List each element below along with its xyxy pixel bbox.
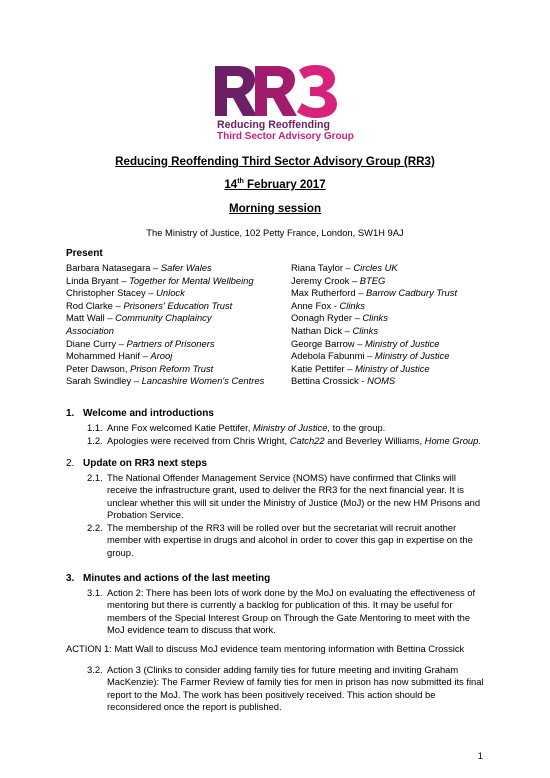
item-2-1: 2.1. The National Offender Management Service (NOMS) have confirmed that Clinks will receive the infrastructure grant, used to deliver the RR3 for the next financial year. It is unclear whether this will sit under the Ministry of Justice (MoJ) or the new HM Prisons and Probation Service. — [87, 472, 481, 521]
attendee: Rod Clarke – Prisoners' Education Trust — [66, 299, 233, 311]
item-1-2: 1.2. Apologies were received from Chris Wright, Catch22 and Beverley Williams, Home Group. — [87, 435, 481, 446]
attendee: Max Rutherford – Barrow Cadbury Trust — [291, 287, 458, 299]
logo-text-line2: Third Sector Advisory Group — [217, 131, 354, 142]
attendee: Anne Fox - Clinks — [291, 299, 365, 311]
attendee: Katie Pettifer – Ministry of Justice — [291, 362, 430, 374]
attendee: Matt Wall – Community Chaplaincy — [66, 312, 212, 324]
attendee: Bettina Crossick - NOMS — [291, 375, 396, 387]
action-1: ACTION 1: Matt Wall to discuss MoJ evidence team mentoring information with Bettina Crossick — [66, 643, 465, 654]
attendee: Adebola Fabunmi – Ministry of Justice — [291, 350, 450, 362]
rr3-logo-mark — [211, 62, 341, 118]
item-2-2: 2.2. The membership of the RR3 will be rolled over but the secretariat will recruit another member with expertise in drugs and alcohol in order to cover this gap in expertise on the group. — [87, 522, 473, 558]
attendee: Nathan Dick – Clinks — [291, 324, 379, 336]
section-1-heading: 1. Welcome and introductions — [66, 408, 214, 419]
section-3-heading: 3. Minutes and actions of the last meeting — [66, 573, 271, 584]
document-title: Reducing Reoffending Third Sector Advisory Group (RR3) — [115, 155, 435, 168]
present-heading: Present — [66, 248, 103, 259]
date-day: 14 — [224, 178, 238, 191]
attendee: Mohammed Hanif – Arooj — [66, 350, 173, 362]
date-suffix: th — [237, 178, 244, 186]
item-3-1: 3.1. Action 2: There has been lots of work done by the MoJ on evaluating the effectiveness of mentoring but there is currently a backlog for publication of this. It may be useful for members of the Special Interest Group on Through the Gate Mentoring to meet with the MoJ evidence team to discuss that work. — [87, 587, 476, 636]
section-2-heading: 2. Update on RR3 next steps — [66, 458, 207, 469]
attendees-left-column — [66, 262, 281, 388]
session-title: Morning session — [228, 202, 322, 215]
attendee: Peter Dawson, Prison Reform Trust — [66, 362, 214, 374]
rr3-logo — [211, 62, 354, 144]
page-number: 1 — [477, 750, 483, 761]
logo-text-line1: Reducing Reoffending — [217, 119, 330, 131]
meeting-address: The Ministry of Justice, 102 Petty France, London, SW1H 9AJ — [146, 227, 404, 238]
attendee: Riana Taylor – Circles UK — [291, 262, 398, 273]
attendee: Linda Bryant – Together for Mental Wellbeing — [66, 274, 254, 286]
attendee: Diane Curry – Partners of Prisoners — [66, 337, 215, 349]
attendee: Oonagh Ryder – Clinks — [291, 312, 388, 324]
date-rest: February 2017 — [243, 178, 326, 191]
item-1-1: 1.1. Anne Fox welcomed Katie Pettifer, Ministry of Justice, to the group. — [87, 422, 386, 433]
attendee-continued: Association — [66, 324, 114, 336]
attendee: Barbara Natasegara – Safer Wales — [66, 262, 212, 273]
attendees-right-column — [291, 262, 491, 388]
attendee: Christopher Stacey – Unlock — [66, 287, 185, 299]
attendee: Sarah Swindley – Lancashire Women's Centres — [66, 375, 265, 387]
item-3-2: 3.2. Action 3 (Clinks to consider adding family ties for future meeting and inviting Graham MacKenzie): The Farmer Review of family ties for men in prison has now submitted its final report to the MoJ. The work has been positively received. This action should be reconsidered once the report is published. — [87, 664, 484, 713]
attendee: Jeremy Crook – BTEG — [291, 274, 386, 286]
meeting-date — [0, 178, 550, 191]
attendee: George Barrow – Ministry of Justice — [291, 337, 440, 349]
